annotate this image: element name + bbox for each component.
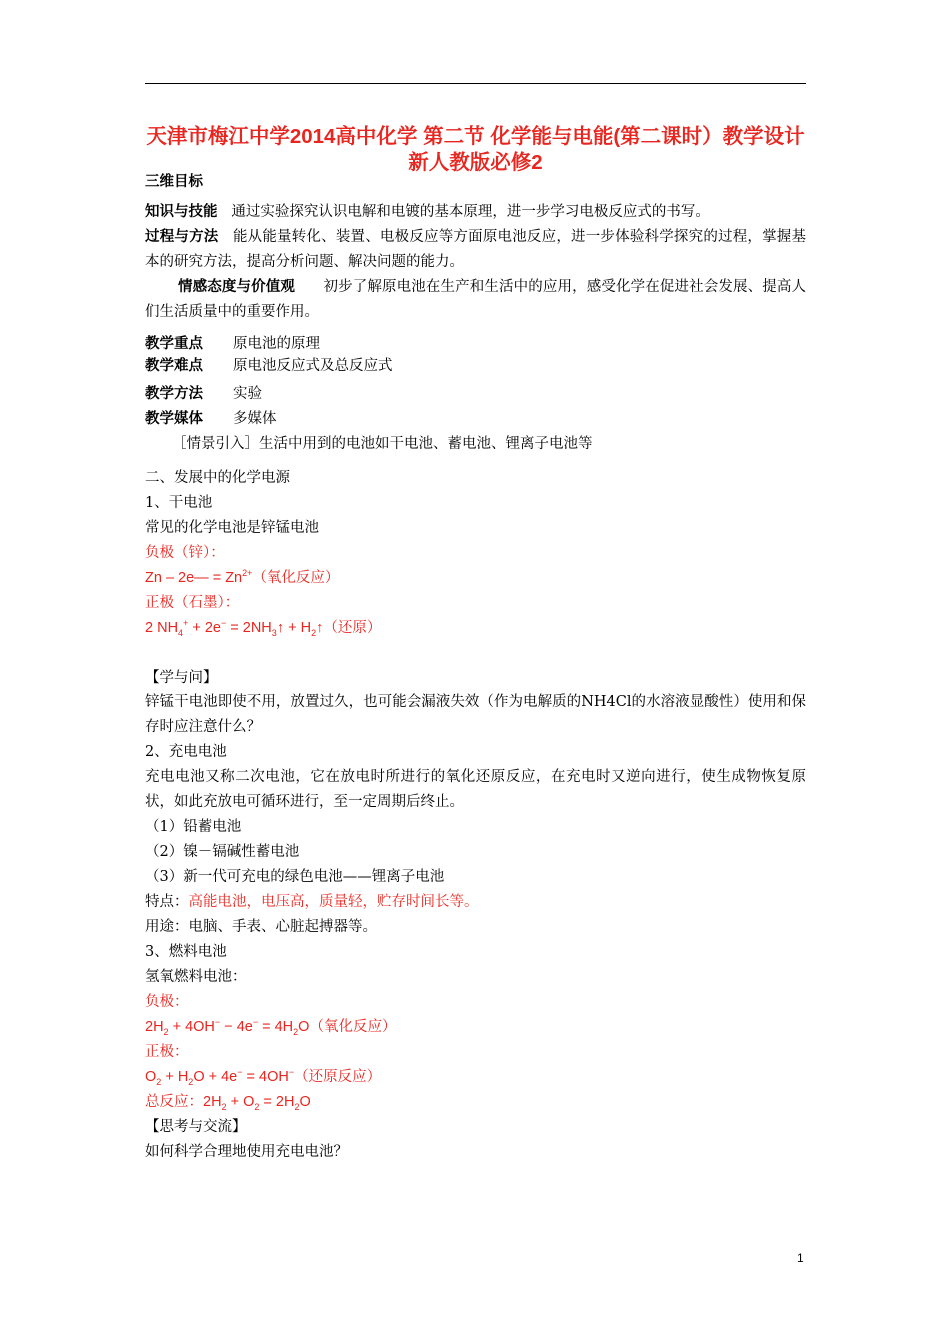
dry-line1: 常见的化学电池是锌锰电池 [145, 520, 319, 536]
fuel-eq2-part: + H [161, 1069, 189, 1085]
fuel-eq1-part: + 4OH [168, 1019, 215, 1035]
intro-text: ［情景引入］生活中用到的电池如干电池、蓄电池、锂离子电池等 [172, 436, 593, 452]
meta-focus-value: 原电池的原理 [233, 336, 320, 352]
dry-eq2-sub: 3 [271, 627, 277, 638]
fuel-eq2-sub: 2 [156, 1076, 162, 1087]
dry-eq2-part: ↑ [316, 620, 324, 636]
fuel-heading: 3、燃料电池 [145, 944, 227, 960]
rechargeable-item1: （1）铅蓄电池 [145, 819, 242, 835]
document-title: 天津市梅江中学2014高中化学 第二节 化学能与电能(第二课时）教学设计 新人教版必修2 [146, 125, 805, 174]
dry-eq1 [145, 568, 339, 588]
fuel-eq3-sub: 2 [221, 1101, 227, 1112]
dry-neg-label: 负极（锌）： [145, 545, 225, 561]
dry-eq2-part: ↑ + H [276, 620, 312, 636]
rechargeable-text: 充电电池又称二次电池，它在放电时所进行的氧化还原反应，在充电时又逆向进行，使生成物恢复原状，如此充放电可循环进行，至一定周期后终止。 [145, 769, 806, 810]
fuel-eq1-sup: − [252, 1017, 259, 1028]
fuel-total-label: 总反应： [145, 1094, 203, 1110]
fuel-eq2 [145, 1067, 381, 1087]
goal-emotion [145, 274, 806, 325]
meta-focus [145, 334, 320, 354]
dry-eq2-part: = 2NH [226, 620, 272, 636]
fuel-eq2-sup: − [237, 1067, 243, 1078]
think-heading: 【思考与交流】 [145, 1119, 247, 1135]
rechargeable-item2: （2）镍－镉碱性蓄电池 [145, 844, 300, 860]
meta-difficulty-value: 原电池反应式及总反应式 [233, 358, 393, 374]
fuel-eq3-sub: 2 [254, 1101, 260, 1112]
rechargeable-heading: 2、充电电池 [145, 744, 227, 760]
goal-process-text: 能从能量转化、装置、电极反应等方面原电池反应，进一步体验科学探究的过程，掌握基本的研究方法，提高分析问题、解决问题的能力。 [145, 229, 807, 270]
fuel-pos-label: 正极： [145, 1044, 189, 1060]
fuel-eq3-part: O [299, 1094, 311, 1110]
feature-text: 高能电池，电压高，质量轻，贮存时间长等。 [188, 894, 479, 910]
section-goals-heading: 三维目标 [145, 173, 203, 190]
goal-emotion-text: 初步了解原电池在生产和生活中的应用，感受化学在促进社会发展、提高人们生活质量中的重要作用。 [145, 279, 806, 320]
dry-eq1-main: Zn – 2e— = Zn [145, 570, 243, 586]
meta-method-value: 实验 [233, 386, 262, 402]
fuel-eq1-sub: 2 [163, 1026, 169, 1037]
fuel-eq2-part: = 4OH [242, 1069, 289, 1085]
dry-eq2-sub: 2 [311, 627, 317, 638]
dry-pos-label: 正极（石墨）： [145, 595, 240, 611]
fuel-eq1-sup: − [214, 1017, 221, 1028]
rechargeable-item3: （3）新一代可充电的绿色电池——锂离子电池 [145, 869, 445, 885]
dry-eq2-sub: 4 [178, 627, 184, 638]
meta-method [145, 384, 262, 404]
dry-eq2-note: （还原） [323, 620, 382, 636]
goal-process-label: 过程与方法 [145, 228, 219, 245]
meta-media [145, 409, 277, 429]
fuel-eq2-part: O + 4e [193, 1069, 238, 1085]
dry-heading: 1、干电池 [145, 495, 213, 511]
fuel-eq1-note: （氧化反应） [309, 1019, 397, 1035]
fuel-eq1-part: O [298, 1019, 310, 1035]
page-number: 1 [797, 1251, 804, 1265]
section2-heading: 二、发展中的化学电源 [145, 470, 290, 486]
fuel-eq3-part: + O [226, 1094, 255, 1110]
fuel-eq1-part: 2H [145, 1019, 164, 1035]
use-text: 电脑、手表、心脏起搏器等。 [188, 919, 377, 935]
fuel-eq2-note: （还原反应） [294, 1069, 382, 1085]
fuel-line1: 氢氧燃料电池： [145, 969, 247, 985]
dry-eq2-part: + 2e [188, 620, 221, 636]
meta-method-label: 教学方法 [145, 385, 203, 402]
dry-eq2-sup: + [183, 618, 189, 629]
meta-difficulty-label: 教学难点 [145, 357, 203, 374]
qa-heading: 【学与问】 [145, 670, 218, 686]
dry-eq2-part: 2 NH [145, 620, 179, 636]
fuel-eq2-sup: − [288, 1067, 295, 1078]
use-label: 用途： [145, 919, 189, 935]
goal-knowledge-text: 通过实验探究认识电解和电镀的基本原理，进一步学习电极反应式的书写。 [231, 204, 710, 220]
fuel-eq2-sub: 2 [188, 1076, 194, 1087]
fuel-total [145, 1092, 311, 1112]
header-rule [145, 83, 806, 84]
dry-eq2 [145, 618, 381, 638]
goal-knowledge [145, 199, 806, 225]
dry-eq2-sup: − [220, 618, 227, 629]
fuel-eq3-sub: 2 [294, 1101, 300, 1112]
rechargeable-use [145, 917, 377, 937]
fuel-eq1-part: = 4H [258, 1019, 294, 1035]
qa-text: 锌锰干电池即使不用，放置过久，也可能会漏液失效（作为电解质的NH4Cl的水溶液显酸性）使用和保存时应注意什么？ [145, 694, 806, 735]
dry-eq1-charge: 2+ [242, 568, 253, 579]
goal-process [145, 224, 806, 275]
fuel-neg-label: 负极： [145, 994, 189, 1010]
feature-label: 特点： [145, 894, 189, 910]
dry-eq1-note: （氧化反应） [252, 570, 340, 586]
rechargeable-feature [145, 892, 479, 912]
meta-focus-label: 教学重点 [145, 335, 203, 352]
meta-media-label: 教学媒体 [145, 410, 203, 427]
fuel-eq3-part: = 2H [259, 1094, 295, 1110]
fuel-eq3-part: 2H [203, 1094, 222, 1110]
fuel-eq1 [145, 1017, 396, 1037]
fuel-eq1-part: − 4e [220, 1019, 253, 1035]
meta-media-value: 多媒体 [233, 411, 277, 427]
fuel-eq1-sub: 2 [293, 1026, 299, 1037]
fuel-eq2-part: O [145, 1069, 157, 1085]
goal-emotion-label: 情感态度与价值观 [178, 278, 296, 295]
meta-difficulty [145, 356, 393, 376]
think-text: 如何科学合理地使用充电电池？ [145, 1144, 348, 1160]
goal-knowledge-label: 知识与技能 [145, 203, 218, 220]
